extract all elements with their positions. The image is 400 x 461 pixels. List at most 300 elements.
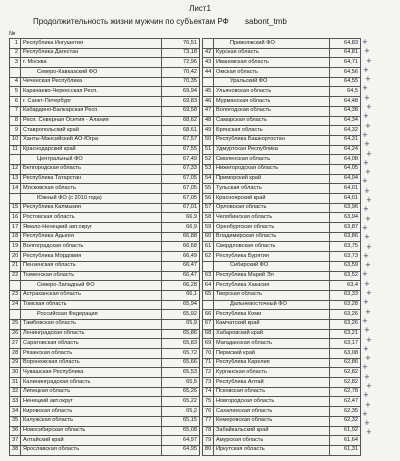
row-number: 21 [10, 261, 21, 271]
table-row [203, 349, 361, 359]
region-name: Приморский край [214, 174, 330, 184]
row-number [10, 310, 21, 320]
handwritten-plus-mark: + [364, 47, 370, 56]
life-expectancy-value: 65,53 [162, 368, 200, 378]
row-number: 73 [203, 378, 214, 388]
row-number [203, 77, 214, 87]
row-number: 69 [203, 339, 214, 349]
region-name: Астраханская область [21, 290, 162, 300]
life-expectancy-value: 62,82 [330, 368, 361, 378]
table-row [203, 358, 361, 368]
table-row [10, 77, 200, 87]
table-row [203, 397, 361, 407]
handwritten-plus-mark: + [366, 242, 372, 251]
region-name: Ямало-Ненецкий авт.округ [21, 223, 162, 233]
life-expectancy-value: 63,86 [330, 232, 361, 242]
region-name: Ленинградская область [21, 329, 162, 339]
region-name: Брянская область [214, 126, 330, 136]
life-expectancy-value: 63,87 [330, 223, 361, 233]
handwritten-plus-mark: + [366, 196, 372, 205]
table-row [10, 223, 200, 233]
region-name: Карачаево-Черкесская Респ. [21, 87, 162, 97]
region-name: Республика Ингушетия [21, 39, 162, 49]
table-row [203, 68, 361, 78]
row-number: 3 [10, 58, 21, 68]
table-row [203, 58, 361, 68]
handwritten-marks-column [362, 38, 392, 438]
region-name: Тульская область [214, 184, 330, 194]
dataset-code: sabont_tmb [245, 17, 287, 26]
life-expectancy-value: 65,83 [162, 339, 200, 349]
row-number: 12 [10, 164, 21, 174]
right-ranking-table [202, 38, 361, 456]
life-expectancy-value: 63,73 [330, 252, 361, 262]
region-name: Уральский ФО [214, 77, 330, 87]
table-row [203, 387, 361, 397]
table-row [203, 116, 361, 126]
row-number: 76 [203, 407, 214, 417]
life-expectancy-value: 63,94 [330, 213, 361, 223]
life-expectancy-value: 66,47 [162, 271, 200, 281]
handwritten-plus-mark: + [365, 168, 371, 177]
life-expectancy-value: 62,78 [330, 387, 361, 397]
region-name: Краснодарский край [21, 145, 162, 155]
table-row [10, 387, 200, 397]
table-row [203, 87, 361, 97]
table-row-district [10, 68, 200, 78]
handwritten-plus-mark: + [366, 381, 372, 390]
table-row [10, 126, 200, 136]
table-row [203, 97, 361, 107]
life-expectancy-value: 67,05 [162, 184, 200, 194]
row-number: 4 [10, 77, 21, 87]
region-name: Республика Башкортостан [214, 135, 330, 145]
region-name: Республика Татарстан [21, 174, 162, 184]
table-row [10, 184, 200, 194]
table-row [10, 135, 200, 145]
handwritten-plus-mark: + [362, 38, 368, 46]
life-expectancy-value: 64,48 [330, 97, 361, 107]
table-row [203, 164, 361, 174]
row-number: 15 [10, 203, 21, 213]
handwritten-plus-mark: + [363, 158, 369, 167]
region-name: Республика Коми [214, 310, 330, 320]
row-number: 65 [203, 290, 214, 300]
region-name: Челябинская область [214, 213, 330, 223]
row-number: 8 [10, 116, 21, 126]
life-expectancy-value: 65,86 [162, 329, 200, 339]
row-number: 29 [10, 358, 21, 368]
handwritten-plus-mark: + [362, 363, 368, 372]
life-expectancy-value: 64,31 [330, 135, 361, 145]
life-expectancy-value: 64,55 [330, 77, 361, 87]
row-number: 52 [203, 155, 214, 165]
handwritten-plus-mark: + [363, 65, 369, 74]
life-expectancy-value: 61,64 [330, 436, 361, 446]
region-name: Сахалинская область [214, 407, 330, 417]
row-number: 22 [10, 271, 21, 281]
row-number: 24 [10, 300, 21, 310]
region-name: Ненецкий авт.округ [21, 397, 162, 407]
region-name: Курганская область [214, 368, 330, 378]
region-name: Респ. Северная Осетия - Алания [21, 116, 162, 126]
life-expectancy-value: 62,86 [330, 358, 361, 368]
handwritten-plus-mark: + [363, 344, 369, 353]
number-column-header: № [9, 31, 16, 37]
row-number: 55 [203, 184, 214, 194]
life-expectancy-value: 63,4 [330, 281, 361, 291]
table-row [203, 445, 361, 455]
title-text: Продолжительность жизни мужчин по субъектам РФ [33, 17, 229, 26]
table-row-district [10, 155, 200, 165]
region-name: Сибирский ФО [214, 261, 330, 271]
row-number: 46 [203, 97, 214, 107]
table-row-district [203, 261, 361, 271]
row-number: 5 [10, 87, 21, 97]
region-name: Республика Бурятия [214, 252, 330, 262]
table-row [10, 426, 200, 436]
row-number: 59 [203, 223, 214, 233]
region-name: Северо-Западный ФО [21, 281, 162, 291]
region-name: Курская область [214, 48, 330, 58]
row-number: 80 [203, 445, 214, 455]
life-expectancy-value: 63,08 [330, 349, 361, 359]
table-row [10, 436, 200, 446]
region-name: Томская область [21, 300, 162, 310]
life-expectancy-value: 65,2 [162, 407, 200, 417]
region-name: Камчатский край [214, 319, 330, 329]
life-expectancy-value: 64,32 [330, 126, 361, 136]
table-row [203, 290, 361, 300]
table-row [10, 378, 200, 388]
handwritten-plus-mark: + [363, 391, 369, 400]
handwritten-plus-mark: + [365, 75, 371, 84]
life-expectancy-value: 63,52 [330, 271, 361, 281]
table-row-district [203, 300, 361, 310]
row-number: 67 [203, 319, 214, 329]
handwritten-plus-mark: + [365, 354, 371, 363]
table-row [10, 232, 200, 242]
table-row [203, 242, 361, 252]
life-expectancy-value: 66,47 [162, 261, 200, 271]
row-number: 50 [203, 135, 214, 145]
region-name: Белгородская область [21, 164, 162, 174]
row-number: 18 [10, 232, 21, 242]
table-row [203, 232, 361, 242]
life-expectancy-value: 70,35 [162, 77, 200, 87]
row-number: 35 [10, 416, 21, 426]
table-row [10, 300, 200, 310]
table-row [10, 290, 200, 300]
region-name: Приволжский ФО [214, 39, 330, 49]
table-row [203, 436, 361, 446]
handwritten-plus-mark: + [364, 233, 370, 242]
row-number: 20 [10, 252, 21, 262]
life-expectancy-value: 66,1 [162, 290, 200, 300]
table-row [203, 310, 361, 320]
life-expectancy-value: 63,26 [330, 319, 361, 329]
region-name: Чеченская Республика [21, 77, 162, 87]
life-expectancy-value: 67,57 [162, 135, 200, 145]
life-expectancy-value: 66,49 [162, 252, 200, 262]
life-expectancy-value: 64,71 [330, 58, 361, 68]
region-name: Ульяновская область [214, 87, 330, 97]
life-expectancy-value: 66,9 [162, 213, 200, 223]
table-row [203, 271, 361, 281]
handwritten-plus-mark: + [363, 205, 369, 214]
life-expectancy-value: 67,49 [162, 155, 200, 165]
table-row [203, 106, 361, 116]
region-name: Волгоградская область [21, 242, 162, 252]
region-name: Российская Федерация [21, 310, 162, 320]
life-expectancy-value: 63,59 [330, 261, 361, 271]
row-number: 38 [10, 445, 21, 455]
table-row [10, 252, 200, 262]
region-name: Рязанская область [21, 349, 162, 359]
region-name: г. Москва [21, 58, 162, 68]
row-number [10, 281, 21, 291]
row-number: 57 [203, 203, 214, 213]
table-row [10, 407, 200, 417]
region-name: Новосибирская область [21, 426, 162, 436]
life-expectancy-value: 69,83 [162, 97, 200, 107]
region-name: Псковская область [214, 387, 330, 397]
life-expectancy-value: 64,83 [330, 39, 361, 49]
region-name: Нижегородская область [214, 164, 330, 174]
life-expectancy-value: 63,28 [330, 300, 361, 310]
life-expectancy-value: 64,05 [330, 164, 361, 174]
region-name: Кабардино-Балкарская Респ. [21, 106, 162, 116]
life-expectancy-value: 63,33 [330, 290, 361, 300]
life-expectancy-value: 67,05 [162, 174, 200, 184]
row-number: 45 [203, 87, 214, 97]
table-row [10, 242, 200, 252]
table-row-district [203, 77, 361, 87]
table-row [203, 339, 361, 349]
handwritten-plus-mark: + [365, 214, 371, 223]
table-row [203, 155, 361, 165]
row-number: 31 [10, 378, 21, 388]
table-row-district [10, 194, 200, 204]
table-row [203, 126, 361, 136]
life-expectancy-value: 61,92 [330, 426, 361, 436]
handwritten-plus-mark: + [364, 93, 370, 102]
region-name: Магаданская область [214, 339, 330, 349]
life-expectancy-value: 67,55 [162, 145, 200, 155]
region-name: Северо-Кавказский ФО [21, 68, 162, 78]
table-row [10, 213, 200, 223]
row-number: 19 [10, 242, 21, 252]
handwritten-plus-mark: + [362, 130, 368, 139]
life-expectancy-value: 65,9 [162, 319, 200, 329]
row-number: 25 [10, 319, 21, 329]
table-row [10, 445, 200, 455]
row-number [203, 300, 214, 310]
life-expectancy-value: 65,94 [162, 300, 200, 310]
table-row [10, 329, 200, 339]
life-expectancy-value: 63,21 [330, 329, 361, 339]
life-expectancy-value: 70,42 [162, 68, 200, 78]
row-number: 26 [10, 329, 21, 339]
region-name: Республика Алтай [214, 378, 330, 388]
table-row [10, 349, 200, 359]
life-expectancy-value: 64,95 [162, 445, 200, 455]
handwritten-plus-mark: + [365, 121, 371, 130]
region-name: Вологодская область [214, 106, 330, 116]
row-number: 44 [203, 68, 214, 78]
table-row [203, 281, 361, 291]
row-number: 71 [203, 358, 214, 368]
handwritten-plus-mark: + [366, 428, 372, 437]
life-expectancy-value: 63,17 [330, 339, 361, 349]
region-name: Самарская область [214, 116, 330, 126]
handwritten-plus-mark: + [365, 307, 371, 316]
handwritten-plus-mark: + [362, 177, 368, 186]
row-number: 27 [10, 339, 21, 349]
row-number: 54 [203, 174, 214, 184]
row-number: 56 [203, 194, 214, 204]
life-expectancy-value: 65,66 [162, 358, 200, 368]
handwritten-plus-mark: + [364, 186, 370, 195]
region-name: Ярославская область [21, 445, 162, 455]
row-number: 47 [203, 106, 214, 116]
region-name: Хабаровский край [214, 329, 330, 339]
handwritten-plus-mark: + [362, 270, 368, 279]
life-expectancy-value: 62,35 [330, 407, 361, 417]
table-row [203, 135, 361, 145]
region-name: Московская область [21, 184, 162, 194]
table-row-district [10, 281, 200, 291]
region-name: Воронежская область [21, 358, 162, 368]
table-row [203, 329, 361, 339]
row-number: 61 [203, 242, 214, 252]
row-number: 14 [10, 184, 21, 194]
handwritten-plus-mark: + [365, 400, 371, 409]
row-number: 28 [10, 349, 21, 359]
table-row [203, 252, 361, 262]
life-expectancy-value: 65,72 [162, 349, 200, 359]
region-name: Липецкая область [21, 387, 162, 397]
life-expectancy-value: 66,68 [162, 242, 200, 252]
region-name: Оренбургская область [214, 223, 330, 233]
life-expectancy-value: 68,61 [162, 126, 200, 136]
life-expectancy-value: 76,51 [162, 39, 200, 49]
row-number: 74 [203, 387, 214, 397]
row-number: 11 [10, 145, 21, 155]
row-number: 17 [10, 223, 21, 233]
table-row [203, 174, 361, 184]
handwritten-plus-mark: + [362, 84, 368, 93]
life-expectancy-value: 62,82 [330, 378, 361, 388]
row-number: 68 [203, 329, 214, 339]
row-number: 58 [203, 213, 214, 223]
life-expectancy-value: 66,9 [162, 223, 200, 233]
table-row [10, 358, 200, 368]
region-name: Ивановская область [214, 58, 330, 68]
table-row [203, 407, 361, 417]
row-number: 1 [10, 39, 21, 49]
life-expectancy-value: 65,26 [162, 387, 200, 397]
life-expectancy-value: 64,81 [330, 48, 361, 58]
table-row [203, 368, 361, 378]
life-expectancy-value: 65,15 [162, 416, 200, 426]
row-number: 32 [10, 387, 21, 397]
row-number: 66 [203, 310, 214, 320]
region-name: Пермский край [214, 349, 330, 359]
row-number: 77 [203, 416, 214, 426]
life-expectancy-value: 63,75 [330, 242, 361, 252]
region-name: Орловская область [214, 203, 330, 213]
region-name: Алтайский край [21, 436, 162, 446]
handwritten-plus-mark: + [366, 335, 372, 344]
row-number: 9 [10, 126, 21, 136]
handwritten-plus-mark: + [362, 316, 368, 325]
life-expectancy-value: 62,47 [330, 397, 361, 407]
row-number: 79 [203, 436, 214, 446]
life-expectancy-value: 67,01 [162, 203, 200, 213]
table-row [10, 261, 200, 271]
row-number: 64 [203, 281, 214, 291]
life-expectancy-value: 64,56 [330, 68, 361, 78]
life-expectancy-value: 64,5 [330, 87, 361, 97]
row-number: 51 [203, 145, 214, 155]
row-number: 72 [203, 368, 214, 378]
region-name: Саратовская область [21, 339, 162, 349]
region-name: Республика Хакасия [214, 281, 330, 291]
handwritten-plus-mark: + [366, 289, 372, 298]
table-row [10, 58, 200, 68]
row-number: 75 [203, 397, 214, 407]
row-number: 53 [203, 164, 214, 174]
life-expectancy-value: 66,28 [162, 281, 200, 291]
region-name: Республика Калмыкия [21, 203, 162, 213]
handwritten-plus-mark: + [366, 103, 372, 112]
row-number: 43 [203, 58, 214, 68]
handwritten-plus-mark: + [365, 261, 371, 270]
handwritten-plus-mark: + [362, 409, 368, 418]
row-number [203, 261, 214, 271]
region-name: Новгородская область [214, 397, 330, 407]
region-name: Пензенская область [21, 261, 162, 271]
region-name: Кемеровская область [214, 416, 330, 426]
life-expectancy-value: 64,97 [162, 436, 200, 446]
region-name: Кировская область [21, 407, 162, 417]
life-expectancy-value: 65,08 [162, 426, 200, 436]
table-row [10, 106, 200, 116]
table-row [10, 368, 200, 378]
region-name: Мурманская область [214, 97, 330, 107]
life-expectancy-value: 62,32 [330, 416, 361, 426]
region-name: Омская область [214, 68, 330, 78]
region-name: г. Санкт-Петербург [21, 97, 162, 107]
region-name: Республика Карелия [214, 358, 330, 368]
row-number: 7 [10, 106, 21, 116]
table-row [10, 339, 200, 349]
row-number: 10 [10, 135, 21, 145]
table-row [10, 203, 200, 213]
row-number: 63 [203, 271, 214, 281]
row-number: 78 [203, 426, 214, 436]
life-expectancy-value: 64,24 [330, 145, 361, 155]
table-row [10, 174, 200, 184]
row-number: 49 [203, 126, 214, 136]
row-number: 6 [10, 97, 21, 107]
life-expectancy-value: 63,26 [330, 310, 361, 320]
life-expectancy-value: 64,08 [330, 155, 361, 165]
handwritten-plus-mark: + [362, 223, 368, 232]
table-row [203, 223, 361, 233]
table-row [203, 48, 361, 58]
